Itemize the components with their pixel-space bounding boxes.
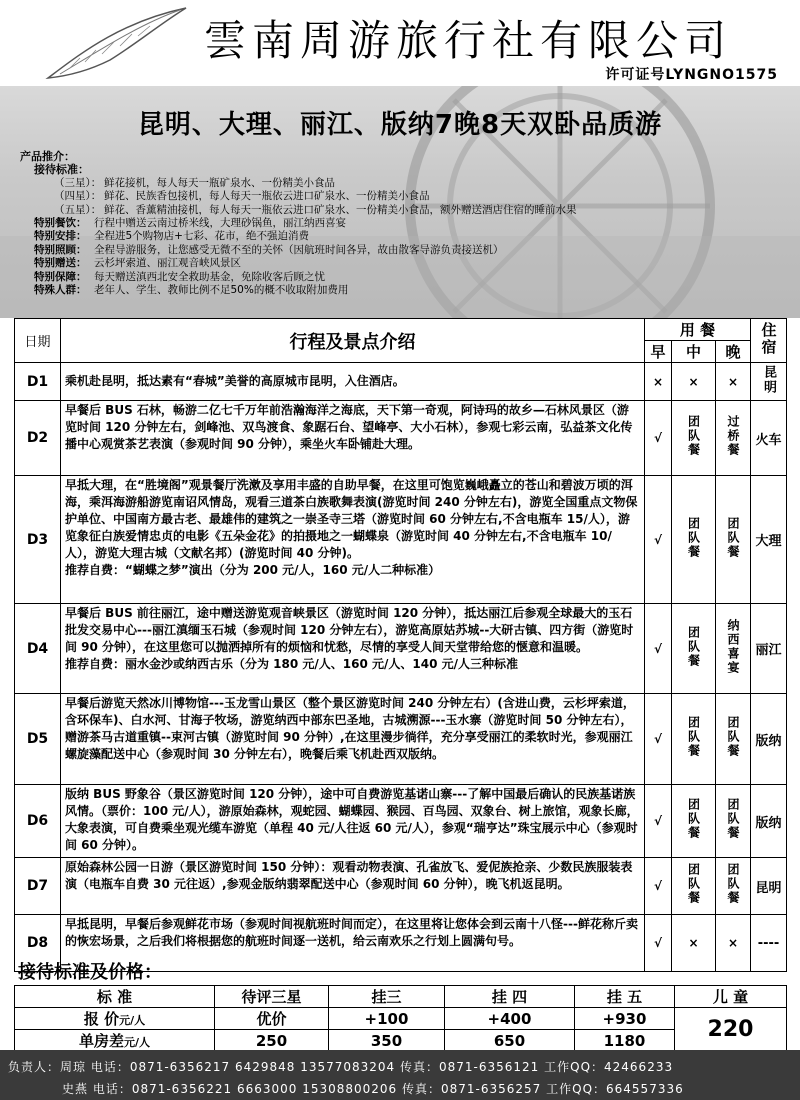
special-text: 每天赠送滇西北安全救助基金，免除收客后顾之忧 xyxy=(94,270,325,283)
col-header-day: 日期 xyxy=(15,319,61,363)
lunch-cell: × xyxy=(672,915,716,972)
dinner-text: 团队餐 xyxy=(726,716,740,758)
price-cell: 1180 xyxy=(575,1030,675,1052)
day-label: D8 xyxy=(15,915,61,972)
special-row xyxy=(20,284,780,297)
breakfast-cell: √ xyxy=(645,476,672,604)
lunch-cell xyxy=(672,401,716,476)
lunch-cell xyxy=(672,694,716,785)
lodging-cell: ---- xyxy=(751,915,787,972)
price-cell: 250 xyxy=(215,1030,329,1052)
breakfast-cell: × xyxy=(645,363,672,401)
price-header-row xyxy=(15,986,787,1008)
price-header: 挂三 xyxy=(329,986,445,1008)
day-description xyxy=(61,858,645,915)
day-description xyxy=(61,785,645,858)
day-label: D1 xyxy=(15,363,61,401)
price-row-label xyxy=(15,1030,215,1052)
table-row xyxy=(15,476,787,604)
day-description xyxy=(61,476,645,604)
price-header: 挂 四 xyxy=(445,986,575,1008)
license-number: 许可证号LYNGNO1575 xyxy=(605,67,778,83)
special-text: 全程导游服务，让您感受无微不至的关怀（因航班时间各异，故由散客导游负责接送机） xyxy=(94,243,504,256)
intro-heading: 产品推介： xyxy=(20,150,75,163)
dinner-text: 纳西喜宴 xyxy=(726,618,740,675)
lodging-cell: 昆明 xyxy=(751,858,787,915)
tier-label: （五星）： xyxy=(54,203,102,216)
lunch-text: 团队餐 xyxy=(686,863,701,905)
special-label: 特殊人群： xyxy=(34,284,87,297)
lodging-cell: 火车 xyxy=(751,401,787,476)
price-cell: +400 xyxy=(445,1008,575,1030)
col-header-breakfast: 早 xyxy=(645,341,672,363)
dinner-text: 团队餐 xyxy=(726,863,740,905)
day-text: 早餐后 BUS 石林，畅游二亿七千万年前浩瀚海洋之海底，天下第一奇观，阿诗玛的故乡—石林风景区（游览时间 120 分钟左右，剑峰池、双鸟渡食、象踞石台、望峰亭、大小石林），参观七彩云南，弘益茶文化传播中心观赏茶艺表演（参观时间 90 分钟），乘坐火车卧铺赴大理。 xyxy=(65,403,633,451)
table-row xyxy=(15,858,787,915)
special-text: 行程中赠送云南过桥米线，大理砂锅鱼，丽江纳西喜宴 xyxy=(94,217,346,230)
lunch-text: 团队餐 xyxy=(686,625,701,668)
special-label: 特别餐饮： xyxy=(34,217,87,230)
day-text: 早抵昆明，早餐后参观鲜花市场（参观时间视航班时间而定），在这里将让您体会到云南十八怪---鲜花称斤卖的恢宏场景，之后我们将根据您的航班时间逐一送机，给云南欢乐之行划上圆满句号。 xyxy=(65,917,638,948)
day-label: D3 xyxy=(15,476,61,604)
contact-line: 史燕 电话：0871-6356221 6663000 15308800206 传真：0871-6356257 工作QQ：664557336 xyxy=(62,1082,684,1096)
feather-logo-icon xyxy=(40,4,190,82)
tier-label: （三星）： xyxy=(54,176,102,189)
day-text: 原始森林公园一日游（景区游览时间 150 分钟）：观看动物表演、孔雀放飞、爱伲族抢亲、少数民族服装表演（电瓶车自费 30 元往返）,参观金版纳翡翠配送中心（参观时间 60 分钟），晚飞机返昆明。 xyxy=(65,860,633,891)
price-header: 儿 童 xyxy=(675,986,787,1008)
dinner-cell: × xyxy=(716,363,751,401)
tier-label: （四星）： xyxy=(54,190,102,203)
lunch-text: 团队餐 xyxy=(686,716,701,758)
company-name: 雲南周游旅行社有限公司 xyxy=(204,16,733,65)
dinner-cell xyxy=(716,785,751,858)
tier-row xyxy=(20,190,780,203)
lodging-cell: 版纳 xyxy=(751,785,787,858)
day-description xyxy=(61,401,645,476)
price-cell: 优价 xyxy=(215,1008,329,1030)
day-label: D5 xyxy=(15,694,61,785)
special-label: 特别赠送： xyxy=(34,257,87,270)
lodging-header-label: 住宿 xyxy=(759,321,778,356)
tier-row xyxy=(20,177,780,190)
breakfast-cell: √ xyxy=(645,401,672,476)
lunch-cell xyxy=(672,858,716,915)
lunch-cell: × xyxy=(672,363,716,401)
price-cell: +930 xyxy=(575,1008,675,1030)
header xyxy=(0,0,800,86)
tier-row xyxy=(20,204,780,217)
price-row xyxy=(15,1008,787,1030)
day-description xyxy=(61,363,645,401)
special-label: 特别安排： xyxy=(34,230,87,243)
price-row-label xyxy=(15,1008,215,1030)
special-row xyxy=(20,271,780,284)
breakfast-cell: √ xyxy=(645,785,672,858)
price-section-title: 接待标准及价格： xyxy=(18,962,162,983)
breakfast-cell: √ xyxy=(645,915,672,972)
lunch-text: 团队餐 xyxy=(686,798,701,840)
contact-footer xyxy=(0,1050,800,1100)
table-row xyxy=(15,401,787,476)
lunch-text: 团队餐 xyxy=(686,516,701,559)
col-header-dinner: 晚 xyxy=(716,341,751,363)
price-cell: 350 xyxy=(329,1030,445,1052)
dinner-text: 过桥餐 xyxy=(726,415,740,457)
table-row xyxy=(15,785,787,858)
table-row xyxy=(15,694,787,785)
lunch-cell xyxy=(672,476,716,604)
breakfast-cell: √ xyxy=(645,858,672,915)
day-text: 早餐后游览天然冰川博物馆---玉龙雪山景区（整个景区游览时间 240 分钟左右）(含进山费，云杉坪索道，含环保车)、白水河、甘海子牧场，游览纳西中部东巴圣地，古城溯源---玉水寨（游览时间 50 分钟左右），赠游茶马古道重镇--束河古镇（游览时间 90 分钟）,在这里漫步徜徉，充分享受丽江的柔软时光，参观丽江螺旋藻配送中心（参观时间 30 分钟左右），晚餐后乘飞机赴西双版纳。 xyxy=(65,696,635,761)
day-label: D6 xyxy=(15,785,61,858)
price-row xyxy=(15,1030,787,1052)
dinner-cell xyxy=(716,476,751,604)
day-description xyxy=(61,694,645,785)
dinner-text: 团队餐 xyxy=(726,798,740,840)
lodging-cell: 大理 xyxy=(751,476,787,604)
col-header-meals: 用 餐 xyxy=(645,319,751,341)
col-header-itinerary: 行程及景点介绍 xyxy=(61,319,645,363)
dinner-cell xyxy=(716,858,751,915)
day-text: 版纳 BUS 野象谷（景区游览时间 120 分钟），途中可自费游览基诺山寨---了解中国最后确认的民族基诺族风情。（票价：100 元/人），游原始森林，观蛇园、蝴蝶园、猴园、百鸟园、双象台、树上旅馆，观象长廊，大象表演，可自费乘坐观光缆车游览（单程 40 元/人往返 60 元/人），参观“瑞亨达”珠宝展示中心（参观时间 60 分钟）。 xyxy=(65,787,639,852)
reception-standard-label: 接待标准： xyxy=(34,163,89,177)
special-row xyxy=(20,244,780,257)
day-text: 早餐后 BUS 前往丽江，途中赠送游览观音峡景区（游览时间 120 分钟），抵达丽江后参观全球最大的玉石批发交易中心---丽江滇缅玉石城（参观时间 120 分钟左右），游览高原姑苏城--大研古镇、四方街（游览时间 90 分钟），在这里您可以抛洒掉所有的烦恼和忧愁，尽情的享受人间天堂带给您的惬意和温暖。 xyxy=(65,606,634,654)
price-header: 标 准 xyxy=(15,986,215,1008)
optional-extra: 推荐自费：“蝴蝶之梦”演出（分为 200 元/人，160 元/人二种标准） xyxy=(65,563,441,577)
special-row xyxy=(20,257,780,270)
single-supplement-label: 单房差 xyxy=(78,1032,124,1050)
price-table xyxy=(14,985,787,1052)
table-row xyxy=(15,363,787,401)
dinner-text: 团队餐 xyxy=(726,516,740,559)
dinner-cell xyxy=(716,604,751,694)
quote-unit: 元/人 xyxy=(119,1014,146,1027)
special-label: 特别保障： xyxy=(34,270,87,283)
day-label: D2 xyxy=(15,401,61,476)
breakfast-cell: √ xyxy=(645,694,672,785)
special-text: 云杉坪索道、丽江观音峡风景区 xyxy=(94,257,241,270)
dinner-cell xyxy=(716,694,751,785)
lunch-cell xyxy=(672,604,716,694)
day-description xyxy=(61,604,645,694)
price-cell: +100 xyxy=(329,1008,445,1030)
tier-text: 鲜花、香薰精油接机，每人每天一瓶依云进口矿泉水、一份精美小食品，额外赠送酒店住宿的睡前水果 xyxy=(104,203,577,216)
lunch-text: 团队餐 xyxy=(686,415,701,457)
lodging-cell xyxy=(751,363,787,401)
day-label: D7 xyxy=(15,858,61,915)
itinerary-table xyxy=(14,318,787,972)
lunch-cell xyxy=(672,785,716,858)
tour-title: 昆明、大理、丽江、版纳7晚8天双卧品质游 xyxy=(137,110,663,140)
dinner-cell xyxy=(716,401,751,476)
special-label: 特别照顾： xyxy=(34,243,87,256)
special-row xyxy=(20,217,780,230)
price-cell: 650 xyxy=(445,1030,575,1052)
table-row xyxy=(15,604,787,694)
col-header-lodging xyxy=(751,319,787,363)
breakfast-cell: √ xyxy=(645,604,672,694)
special-text: 老年人、学生、教师比例不足50%的概不收取附加费用 xyxy=(94,284,349,297)
quote-label: 报 价 xyxy=(83,1010,120,1028)
single-supplement-unit: 元/人 xyxy=(123,1036,151,1049)
day-text: 早抵大理，在“胜境阁”观景餐厅洗漱及享用丰盛的自助早餐，在这里可饱览巍峨矗立的苍山和碧波万顷的洱海，乘洱海游船游览南诏风情岛，观看三道茶白族歌舞表演(游览时间 240 分钟左右)，游览全国重点文物保护单位、中国南方最古老、最雄伟的建筑之一崇圣寺三塔（游览时间 60 分钟左右,不含电瓶车 15/人），游览象征白族爱情忠贞的电影《五朵金花》的拍摄地之一蝴蝶泉（游览时间 40 分钟左右,不含电瓶车 10/人），游览大理古城（文献名邦）(游览时间 40 分钟)。 xyxy=(65,478,638,560)
price-header: 待评三星 xyxy=(215,986,329,1008)
special-text: 全程进5个购物店+七彩、花市，绝不强迫消费 xyxy=(94,230,309,243)
child-price: 220 xyxy=(675,1008,787,1052)
special-row xyxy=(20,230,780,243)
lodging-cell: 丽江 xyxy=(751,604,787,694)
price-header: 挂 五 xyxy=(575,986,675,1008)
tier-text: 鲜花、民族香包接机，每人每天一瓶依云进口矿泉水、一份精美小食品 xyxy=(104,190,430,203)
lodging-cell: 版纳 xyxy=(751,694,787,785)
tier-text: 鲜花接机，每人每天一瓶矿泉水、一份精美小食品 xyxy=(104,176,335,189)
hero-banner xyxy=(0,86,800,318)
col-header-lunch: 中 xyxy=(672,341,716,363)
contact-line: 负责人：周琼 电话：0871-6356217 6429848 13577083204 传真：0871-6356121 工作QQ：42466233 xyxy=(8,1060,674,1074)
product-intro xyxy=(20,150,780,297)
lodging-text: 昆明 xyxy=(761,364,776,395)
optional-extra: 推荐自费：丽水金沙或纳西古乐（分为 180 元/人、160 元/人、140 元/人三种标准 xyxy=(65,657,519,671)
dinner-cell: × xyxy=(716,915,751,972)
day-label: D4 xyxy=(15,604,61,694)
day-text: 乘机赴昆明，抵达素有“春城”美誉的高原城市昆明，入住酒店。 xyxy=(65,374,405,388)
